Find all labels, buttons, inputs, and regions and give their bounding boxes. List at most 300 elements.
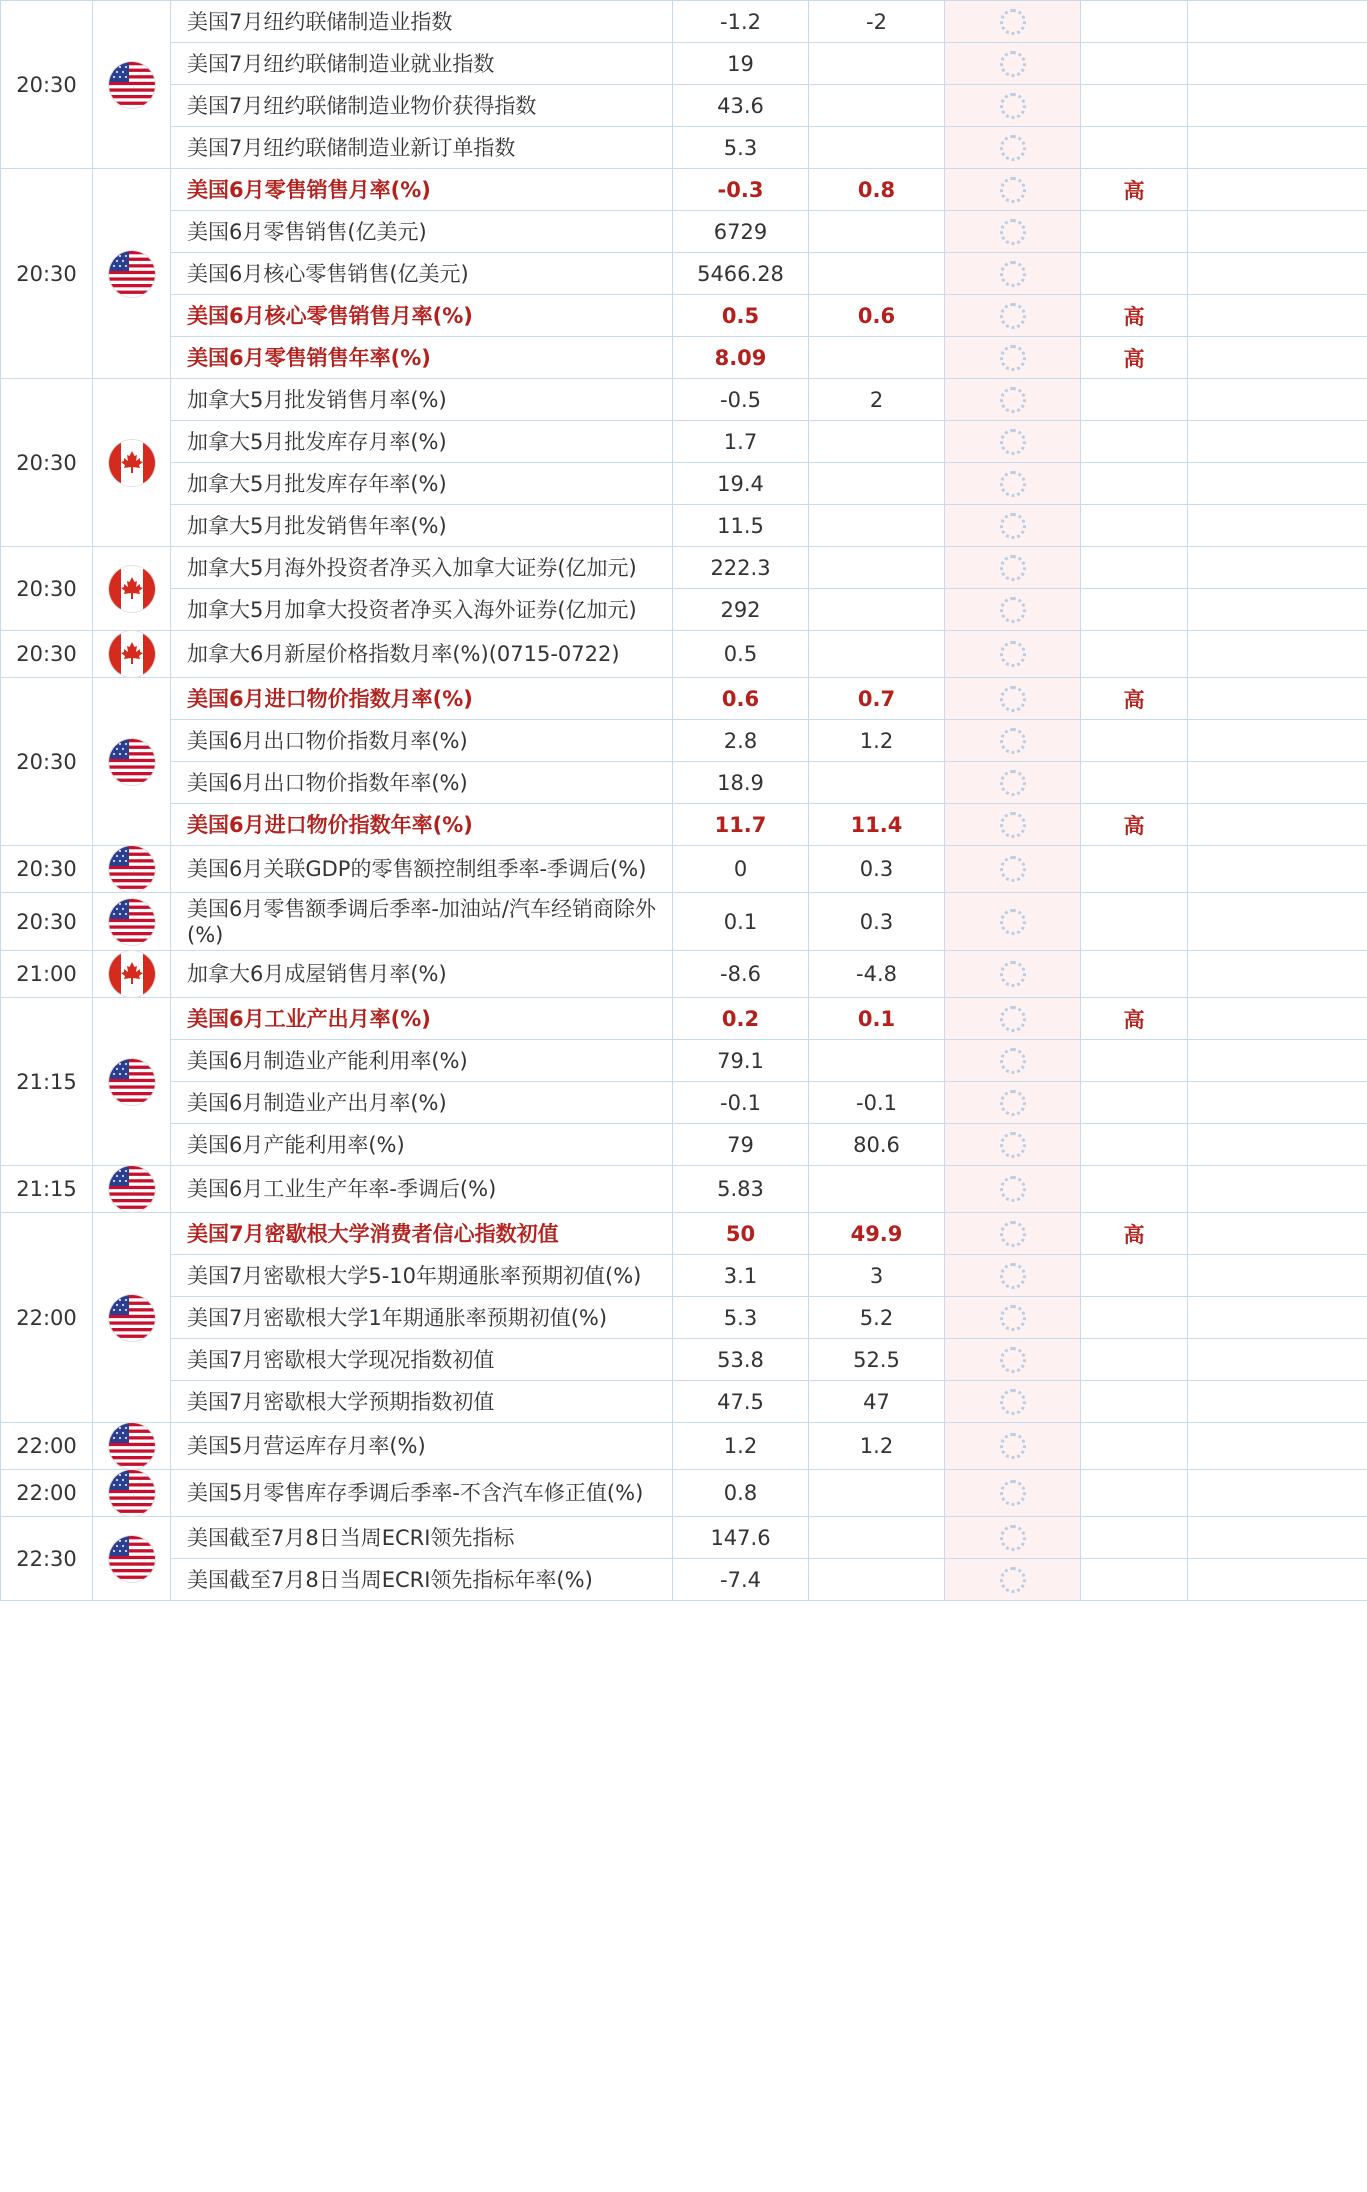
extra-column	[1188, 720, 1367, 762]
importance-badge: 高	[1081, 804, 1188, 846]
event-row	[1, 1213, 1367, 1255]
us-flag-icon	[109, 1166, 155, 1212]
importance-badge	[1081, 762, 1188, 804]
importance-badge	[1081, 1339, 1188, 1381]
event-name: 加拿大5月批发销售月率(%)	[171, 379, 673, 421]
extra-column	[1188, 589, 1367, 631]
us-flag-icon	[109, 1470, 155, 1516]
event-name: 美国6月核心零售销售(亿美元)	[171, 253, 673, 295]
actual-value	[945, 1470, 1081, 1517]
forecast-value: -2	[809, 1, 945, 43]
actual-value	[945, 505, 1081, 547]
event-row	[1, 1423, 1367, 1470]
event-time: 22:00	[1, 1470, 93, 1517]
extra-column	[1188, 547, 1367, 589]
event-row	[1, 379, 1367, 421]
extra-column	[1188, 846, 1367, 893]
us-flag-icon	[109, 739, 155, 785]
event-row	[1, 337, 1367, 379]
ca-flag-icon	[109, 440, 155, 486]
previous-value: 147.6	[673, 1517, 809, 1559]
extra-column	[1188, 1559, 1367, 1601]
event-row	[1, 1082, 1367, 1124]
event-name: 美国7月密歇根大学预期指数初值	[171, 1381, 673, 1423]
actual-value	[945, 1255, 1081, 1297]
forecast-value	[809, 505, 945, 547]
actual-value	[945, 169, 1081, 211]
event-row	[1, 211, 1367, 253]
event-row	[1, 1, 1367, 43]
extra-column	[1188, 295, 1367, 337]
importance-badge	[1081, 463, 1188, 505]
extra-column	[1188, 505, 1367, 547]
forecast-value: 0.3	[809, 893, 945, 951]
forecast-value	[809, 589, 945, 631]
extra-column	[1188, 421, 1367, 463]
previous-value: 47.5	[673, 1381, 809, 1423]
event-time: 20:30	[1, 893, 93, 951]
event-row	[1, 951, 1367, 998]
actual-value	[945, 1381, 1081, 1423]
importance-badge	[1081, 1124, 1188, 1166]
extra-column	[1188, 1, 1367, 43]
event-time: 20:30	[1, 631, 93, 678]
forecast-value: 11.4	[809, 804, 945, 846]
importance-badge	[1081, 846, 1188, 893]
importance-badge	[1081, 547, 1188, 589]
importance-badge	[1081, 1, 1188, 43]
importance-badge	[1081, 1166, 1188, 1213]
forecast-value	[809, 421, 945, 463]
loading-spinner-icon	[1000, 555, 1026, 581]
actual-value	[945, 1166, 1081, 1213]
actual-value	[945, 893, 1081, 951]
event-name: 美国7月密歇根大学5-10年期通胀率预期初值(%)	[171, 1255, 673, 1297]
event-row	[1, 1517, 1367, 1559]
event-row	[1, 1470, 1367, 1517]
forecast-value: 0.3	[809, 846, 945, 893]
loading-spinner-icon	[1000, 9, 1026, 35]
event-time: 20:30	[1, 678, 93, 846]
event-row	[1, 846, 1367, 893]
actual-value	[945, 846, 1081, 893]
importance-badge	[1081, 951, 1188, 998]
extra-column	[1188, 1166, 1367, 1213]
extra-column	[1188, 127, 1367, 169]
event-row	[1, 253, 1367, 295]
forecast-value	[809, 337, 945, 379]
event-name: 美国6月零售销售(亿美元)	[171, 211, 673, 253]
extra-column	[1188, 1470, 1367, 1517]
previous-value: 79	[673, 1124, 809, 1166]
loading-spinner-icon	[1000, 641, 1026, 667]
event-time: 20:30	[1, 1, 93, 169]
loading-spinner-icon	[1000, 177, 1026, 203]
forecast-value	[809, 1517, 945, 1559]
importance-badge	[1081, 1423, 1188, 1470]
extra-column	[1188, 1124, 1367, 1166]
event-name: 加拿大5月批发销售年率(%)	[171, 505, 673, 547]
importance-badge	[1081, 253, 1188, 295]
event-name: 美国5月零售库存季调后季率-不含汽车修正值(%)	[171, 1470, 673, 1517]
actual-value	[945, 1082, 1081, 1124]
actual-value	[945, 1297, 1081, 1339]
actual-value	[945, 998, 1081, 1040]
event-row	[1, 720, 1367, 762]
us-flag-icon	[109, 1536, 155, 1582]
previous-value: 19.4	[673, 463, 809, 505]
importance-badge: 高	[1081, 295, 1188, 337]
actual-value	[945, 951, 1081, 998]
loading-spinner-icon	[1000, 1480, 1026, 1506]
loading-spinner-icon	[1000, 1567, 1026, 1593]
event-row	[1, 1297, 1367, 1339]
actual-value	[945, 1040, 1081, 1082]
extra-column	[1188, 762, 1367, 804]
previous-value: 222.3	[673, 547, 809, 589]
extra-column	[1188, 85, 1367, 127]
extra-column	[1188, 1082, 1367, 1124]
event-name: 美国7月纽约联储制造业物价获得指数	[171, 85, 673, 127]
event-row	[1, 1339, 1367, 1381]
event-name: 美国7月密歇根大学消费者信心指数初值	[171, 1213, 673, 1255]
event-name: 加拿大5月加拿大投资者净买入海外证券(亿加元)	[171, 589, 673, 631]
actual-value	[945, 804, 1081, 846]
loading-spinner-icon	[1000, 1263, 1026, 1289]
actual-value	[945, 421, 1081, 463]
forecast-value	[809, 1470, 945, 1517]
event-name: 美国6月进口物价指数年率(%)	[171, 804, 673, 846]
loading-spinner-icon	[1000, 1347, 1026, 1373]
event-row	[1, 169, 1367, 211]
previous-value: 5.3	[673, 127, 809, 169]
event-row	[1, 762, 1367, 804]
forecast-value: 5.2	[809, 1297, 945, 1339]
loading-spinner-icon	[1000, 1305, 1026, 1331]
event-name: 美国6月工业生产年率-季调后(%)	[171, 1166, 673, 1213]
event-row	[1, 127, 1367, 169]
forecast-value	[809, 253, 945, 295]
event-name: 加拿大6月新屋价格指数月率(%)(0715-0722)	[171, 631, 673, 678]
loading-spinner-icon	[1000, 1433, 1026, 1459]
actual-value	[945, 631, 1081, 678]
previous-value: 0.8	[673, 1470, 809, 1517]
us-flag-icon	[109, 251, 155, 297]
actual-value	[945, 1124, 1081, 1166]
loading-spinner-icon	[1000, 1176, 1026, 1202]
previous-value: 19	[673, 43, 809, 85]
importance-badge	[1081, 1255, 1188, 1297]
extra-column	[1188, 1381, 1367, 1423]
extra-column	[1188, 1040, 1367, 1082]
extra-column	[1188, 951, 1367, 998]
event-name: 美国7月密歇根大学现况指数初值	[171, 1339, 673, 1381]
previous-value: 1.2	[673, 1423, 809, 1470]
extra-column	[1188, 43, 1367, 85]
event-name: 美国7月纽约联储制造业新订单指数	[171, 127, 673, 169]
previous-value: 0.1	[673, 893, 809, 951]
previous-value: 50	[673, 1213, 809, 1255]
forecast-value: 3	[809, 1255, 945, 1297]
loading-spinner-icon	[1000, 345, 1026, 371]
event-name: 加拿大5月批发库存月率(%)	[171, 421, 673, 463]
event-time: 22:30	[1, 1517, 93, 1601]
previous-value: 5466.28	[673, 253, 809, 295]
event-name: 美国6月零售额季调后季率-加油站/汽车经销商除外(%)	[171, 893, 673, 951]
actual-value	[945, 720, 1081, 762]
importance-badge	[1081, 43, 1188, 85]
forecast-value: -4.8	[809, 951, 945, 998]
previous-value: -8.6	[673, 951, 809, 998]
previous-value: -0.3	[673, 169, 809, 211]
event-row	[1, 1255, 1367, 1297]
previous-value: 79.1	[673, 1040, 809, 1082]
loading-spinner-icon	[1000, 429, 1026, 455]
actual-value	[945, 1213, 1081, 1255]
event-row	[1, 1559, 1367, 1601]
event-name: 美国7月纽约联储制造业指数	[171, 1, 673, 43]
loading-spinner-icon	[1000, 597, 1026, 623]
actual-value	[945, 211, 1081, 253]
loading-spinner-icon	[1000, 471, 1026, 497]
previous-value: 0	[673, 846, 809, 893]
forecast-value	[809, 762, 945, 804]
previous-value: 5.3	[673, 1297, 809, 1339]
loading-spinner-icon	[1000, 513, 1026, 539]
previous-value: 0.2	[673, 998, 809, 1040]
event-row	[1, 1166, 1367, 1213]
event-row	[1, 804, 1367, 846]
previous-value: 0.5	[673, 631, 809, 678]
event-name: 美国6月核心零售销售月率(%)	[171, 295, 673, 337]
loading-spinner-icon	[1000, 961, 1026, 987]
event-row	[1, 678, 1367, 720]
importance-badge	[1081, 1040, 1188, 1082]
forecast-value: 47	[809, 1381, 945, 1423]
event-row	[1, 589, 1367, 631]
actual-value	[945, 1559, 1081, 1601]
us-flag-icon	[109, 1423, 155, 1469]
loading-spinner-icon	[1000, 1132, 1026, 1158]
actual-value	[945, 253, 1081, 295]
previous-value: -0.5	[673, 379, 809, 421]
event-row	[1, 505, 1367, 547]
actual-value	[945, 1423, 1081, 1470]
loading-spinner-icon	[1000, 728, 1026, 754]
forecast-value	[809, 211, 945, 253]
loading-spinner-icon	[1000, 856, 1026, 882]
loading-spinner-icon	[1000, 1090, 1026, 1116]
us-flag-icon	[109, 846, 155, 892]
importance-badge	[1081, 127, 1188, 169]
event-name: 美国6月制造业产出月率(%)	[171, 1082, 673, 1124]
event-time: 20:30	[1, 547, 93, 631]
event-name: 美国7月纽约联储制造业就业指数	[171, 43, 673, 85]
event-row	[1, 85, 1367, 127]
event-name: 美国6月出口物价指数月率(%)	[171, 720, 673, 762]
importance-badge	[1081, 1381, 1188, 1423]
extra-column	[1188, 998, 1367, 1040]
event-row	[1, 893, 1367, 951]
importance-badge	[1081, 1559, 1188, 1601]
forecast-value	[809, 631, 945, 678]
ca-flag-icon	[109, 951, 155, 997]
previous-value: 11.5	[673, 505, 809, 547]
forecast-value	[809, 43, 945, 85]
actual-value	[945, 762, 1081, 804]
actual-value	[945, 547, 1081, 589]
actual-value	[945, 1339, 1081, 1381]
loading-spinner-icon	[1000, 1525, 1026, 1551]
forecast-value	[809, 1166, 945, 1213]
forecast-value: 0.6	[809, 295, 945, 337]
previous-value: 11.7	[673, 804, 809, 846]
event-name: 美国6月零售销售月率(%)	[171, 169, 673, 211]
importance-badge	[1081, 589, 1188, 631]
importance-badge: 高	[1081, 998, 1188, 1040]
event-time: 21:00	[1, 951, 93, 998]
forecast-value	[809, 1559, 945, 1601]
actual-value	[945, 43, 1081, 85]
event-name: 美国6月制造业产能利用率(%)	[171, 1040, 673, 1082]
event-row	[1, 463, 1367, 505]
loading-spinner-icon	[1000, 219, 1026, 245]
forecast-value: 2	[809, 379, 945, 421]
loading-spinner-icon	[1000, 770, 1026, 796]
importance-badge	[1081, 379, 1188, 421]
importance-badge	[1081, 1517, 1188, 1559]
event-row	[1, 998, 1367, 1040]
previous-value: 53.8	[673, 1339, 809, 1381]
event-row	[1, 547, 1367, 589]
event-name: 加拿大5月海外投资者净买入加拿大证券(亿加元)	[171, 547, 673, 589]
previous-value: 8.09	[673, 337, 809, 379]
event-name: 加拿大6月成屋销售月率(%)	[171, 951, 673, 998]
loading-spinner-icon	[1000, 812, 1026, 838]
event-row	[1, 43, 1367, 85]
actual-value	[945, 463, 1081, 505]
importance-badge: 高	[1081, 169, 1188, 211]
previous-value: -0.1	[673, 1082, 809, 1124]
previous-value: 2.8	[673, 720, 809, 762]
extra-column	[1188, 1255, 1367, 1297]
importance-badge	[1081, 211, 1188, 253]
us-flag-icon	[109, 899, 155, 945]
actual-value	[945, 295, 1081, 337]
extra-column	[1188, 169, 1367, 211]
previous-value: -7.4	[673, 1559, 809, 1601]
extra-column	[1188, 379, 1367, 421]
previous-value: 1.7	[673, 421, 809, 463]
extra-column	[1188, 463, 1367, 505]
forecast-value: 0.7	[809, 678, 945, 720]
forecast-value: 49.9	[809, 1213, 945, 1255]
loading-spinner-icon	[1000, 303, 1026, 329]
loading-spinner-icon	[1000, 387, 1026, 413]
us-flag-icon	[109, 1059, 155, 1105]
forecast-value	[809, 463, 945, 505]
forecast-value: 0.1	[809, 998, 945, 1040]
importance-badge	[1081, 1082, 1188, 1124]
actual-value	[945, 678, 1081, 720]
extra-column	[1188, 804, 1367, 846]
event-name: 美国6月关联GDP的零售额控制组季率-季调后(%)	[171, 846, 673, 893]
event-row	[1, 421, 1367, 463]
extra-column	[1188, 1297, 1367, 1339]
event-name: 美国5月营运库存月率(%)	[171, 1423, 673, 1470]
extra-column	[1188, 1423, 1367, 1470]
event-name: 美国6月零售销售年率(%)	[171, 337, 673, 379]
event-name: 美国截至7月8日当周ECRI领先指标	[171, 1517, 673, 1559]
loading-spinner-icon	[1000, 1221, 1026, 1247]
loading-spinner-icon	[1000, 261, 1026, 287]
actual-value	[945, 127, 1081, 169]
loading-spinner-icon	[1000, 686, 1026, 712]
loading-spinner-icon	[1000, 909, 1026, 935]
event-row	[1, 631, 1367, 678]
event-time: 20:30	[1, 846, 93, 893]
event-time: 21:15	[1, 998, 93, 1166]
event-name: 加拿大5月批发库存年率(%)	[171, 463, 673, 505]
loading-spinner-icon	[1000, 93, 1026, 119]
extra-column	[1188, 1517, 1367, 1559]
forecast-value	[809, 547, 945, 589]
forecast-value: 0.8	[809, 169, 945, 211]
forecast-value: 1.2	[809, 720, 945, 762]
importance-badge: 高	[1081, 1213, 1188, 1255]
ca-flag-icon	[109, 631, 155, 677]
previous-value: 6729	[673, 211, 809, 253]
previous-value: 292	[673, 589, 809, 631]
extra-column	[1188, 337, 1367, 379]
loading-spinner-icon	[1000, 135, 1026, 161]
event-name: 美国7月密歇根大学1年期通胀率预期初值(%)	[171, 1297, 673, 1339]
importance-badge	[1081, 720, 1188, 762]
event-name: 美国6月工业产出月率(%)	[171, 998, 673, 1040]
previous-value: 0.5	[673, 295, 809, 337]
event-row	[1, 1124, 1367, 1166]
event-name: 美国6月进口物价指数月率(%)	[171, 678, 673, 720]
importance-badge	[1081, 1470, 1188, 1517]
importance-badge	[1081, 85, 1188, 127]
event-row	[1, 1040, 1367, 1082]
extra-column	[1188, 678, 1367, 720]
previous-value: 0.6	[673, 678, 809, 720]
importance-badge	[1081, 631, 1188, 678]
extra-column	[1188, 631, 1367, 678]
extra-column	[1188, 893, 1367, 951]
extra-column	[1188, 211, 1367, 253]
actual-value	[945, 589, 1081, 631]
forecast-value	[809, 1040, 945, 1082]
loading-spinner-icon	[1000, 1048, 1026, 1074]
loading-spinner-icon	[1000, 1389, 1026, 1415]
importance-badge	[1081, 893, 1188, 951]
event-row	[1, 1381, 1367, 1423]
event-name: 美国6月出口物价指数年率(%)	[171, 762, 673, 804]
importance-badge	[1081, 505, 1188, 547]
event-row	[1, 295, 1367, 337]
actual-value	[945, 337, 1081, 379]
previous-value: 3.1	[673, 1255, 809, 1297]
event-time: 20:30	[1, 379, 93, 547]
extra-column	[1188, 1213, 1367, 1255]
previous-value: -1.2	[673, 1, 809, 43]
actual-value	[945, 1, 1081, 43]
us-flag-icon	[109, 62, 155, 108]
importance-badge: 高	[1081, 337, 1188, 379]
extra-column	[1188, 253, 1367, 295]
